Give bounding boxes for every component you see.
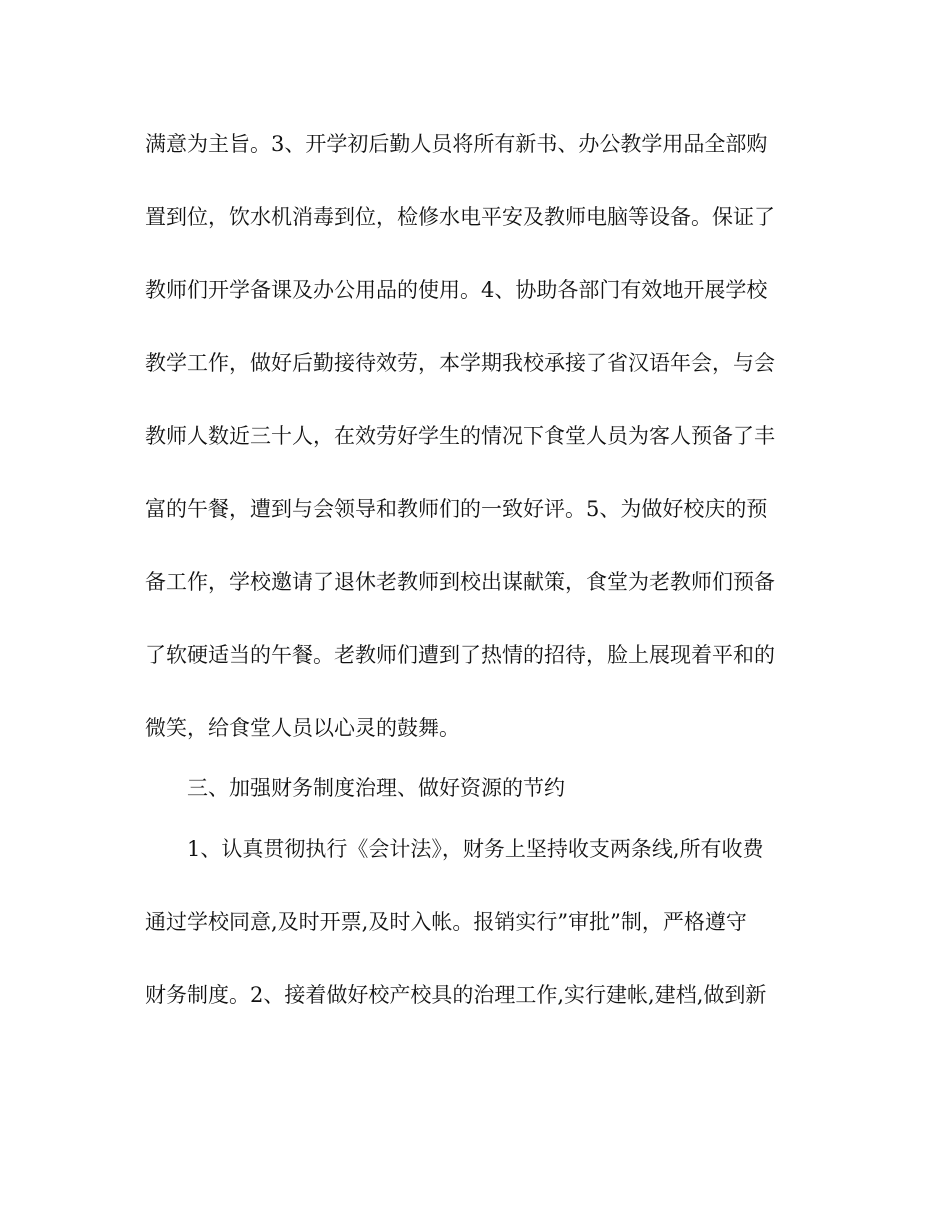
section-body-line: 1、认真贯彻执行《会计法》，财务上坚持收支两条线,所有收费: [187, 837, 764, 861]
body-line: 满意为主旨。3、开学初后勤人员将所有新书、办公教学用品全部购: [145, 132, 768, 156]
section-body-line: 财务制度。2、接着做好校产校具的治理工作,实行建帐,建档,做到新: [145, 983, 767, 1007]
body-line: 了软硬适当的午餐。老教师们遭到了热情的招待，脸上展现着平和的: [145, 643, 775, 667]
body-line: 微笑，给食堂人员以心灵的鼓舞。: [145, 716, 460, 740]
section-heading: 三、加强财务制度治理、做好资源的节约: [187, 776, 565, 800]
body-line: 教学工作，做好后勤接待效劳，本学期我校承接了省汉语年会，与会: [145, 351, 775, 375]
body-line: 教师人数近三十人，在效劳好学生的情况下食堂人员为客人预备了丰: [145, 424, 775, 448]
body-line: 教师们开学备课及办公用品的使用。4、协助各部门有效地开展学校: [145, 278, 768, 302]
body-line: 富的午餐，遭到与会领导和教师们的一致好评。5、为做好校庆的预: [145, 497, 768, 521]
body-line: 备工作，学校邀请了退休老教师到校出谋献策，食堂为老教师们预备: [145, 570, 775, 594]
body-line: 置到位，饮水机消毒到位，检修水电平安及教师电脑等设备。保证了: [145, 205, 775, 229]
section-body-line: 通过学校同意,及时开票,及时入帐。报销实行”审批”制，严格遵守: [145, 910, 747, 934]
